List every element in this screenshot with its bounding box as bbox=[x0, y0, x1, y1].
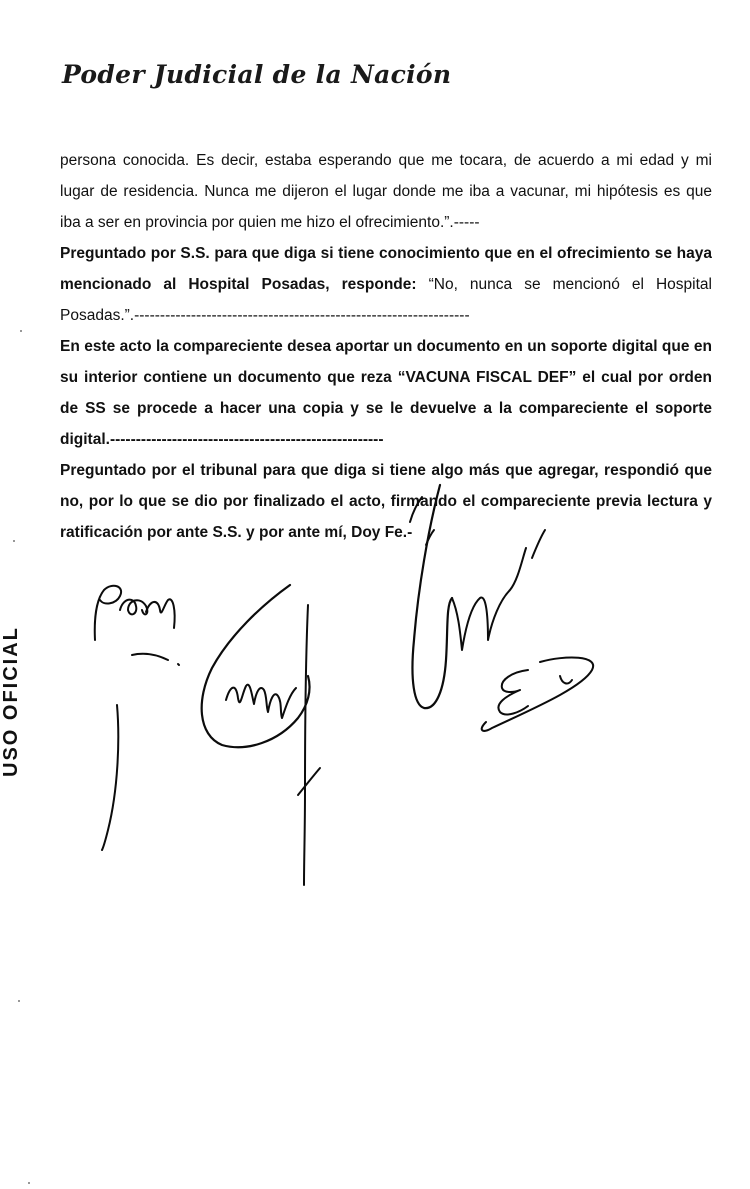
paragraph-question-hospital bbox=[60, 238, 712, 331]
document-submission-text: En este acto la compareciente desea aportar un documento en un soporte digital que en su interior contiene un documento que reza “VACUNA FISCAL DEF” el cual por orden de SS se procede a hacer una copia y se le devuelve a la compareciente el soporte digital.----------------------------------------------------- bbox=[60, 338, 712, 448]
signature-center bbox=[202, 585, 320, 885]
question-hospital-text: Preguntado por S.S. para que diga si tiene conocimiento que en el ofrecimiento se haya mencionado al Hospital Posadas, responde: bbox=[60, 245, 712, 293]
letterhead-title: Poder Judicial de la Nación bbox=[62, 60, 452, 89]
closing-text: Preguntado por el tribunal para que diga si tiene algo más que agregar, respondió que no, por lo que se dio por finalizado el acto, firmando el compareciente previa lectura y ratificación por ante S.S. y por ante mí, Doy Fe.- bbox=[60, 462, 712, 541]
document-body bbox=[60, 145, 712, 548]
side-margin-label: USO OFICIAL bbox=[0, 626, 22, 777]
paragraph-testimony bbox=[60, 145, 712, 238]
scan-speck bbox=[28, 1182, 30, 1184]
paragraph-document-submission bbox=[60, 331, 712, 455]
scan-speck bbox=[20, 330, 22, 332]
answer-hospital-text: “No, nunca se mencionó el Hospital Posadas.”.----------------------------------------------------------------- bbox=[60, 276, 712, 324]
paragraph-closing bbox=[60, 455, 712, 548]
scan-speck bbox=[18, 1000, 20, 1002]
signature-left bbox=[95, 586, 179, 850]
testimony-text: persona conocida. Es decir, estaba esperando que me tocara, de acuerdo a mi edad y mi lugar de residencia. Nunca me dijeron el lugar donde me iba a vacunar, mi hipótesis es que iba a ser en provincia por quien me hizo el ofrecimiento.”.----- bbox=[60, 152, 712, 231]
scan-speck bbox=[13, 540, 15, 542]
